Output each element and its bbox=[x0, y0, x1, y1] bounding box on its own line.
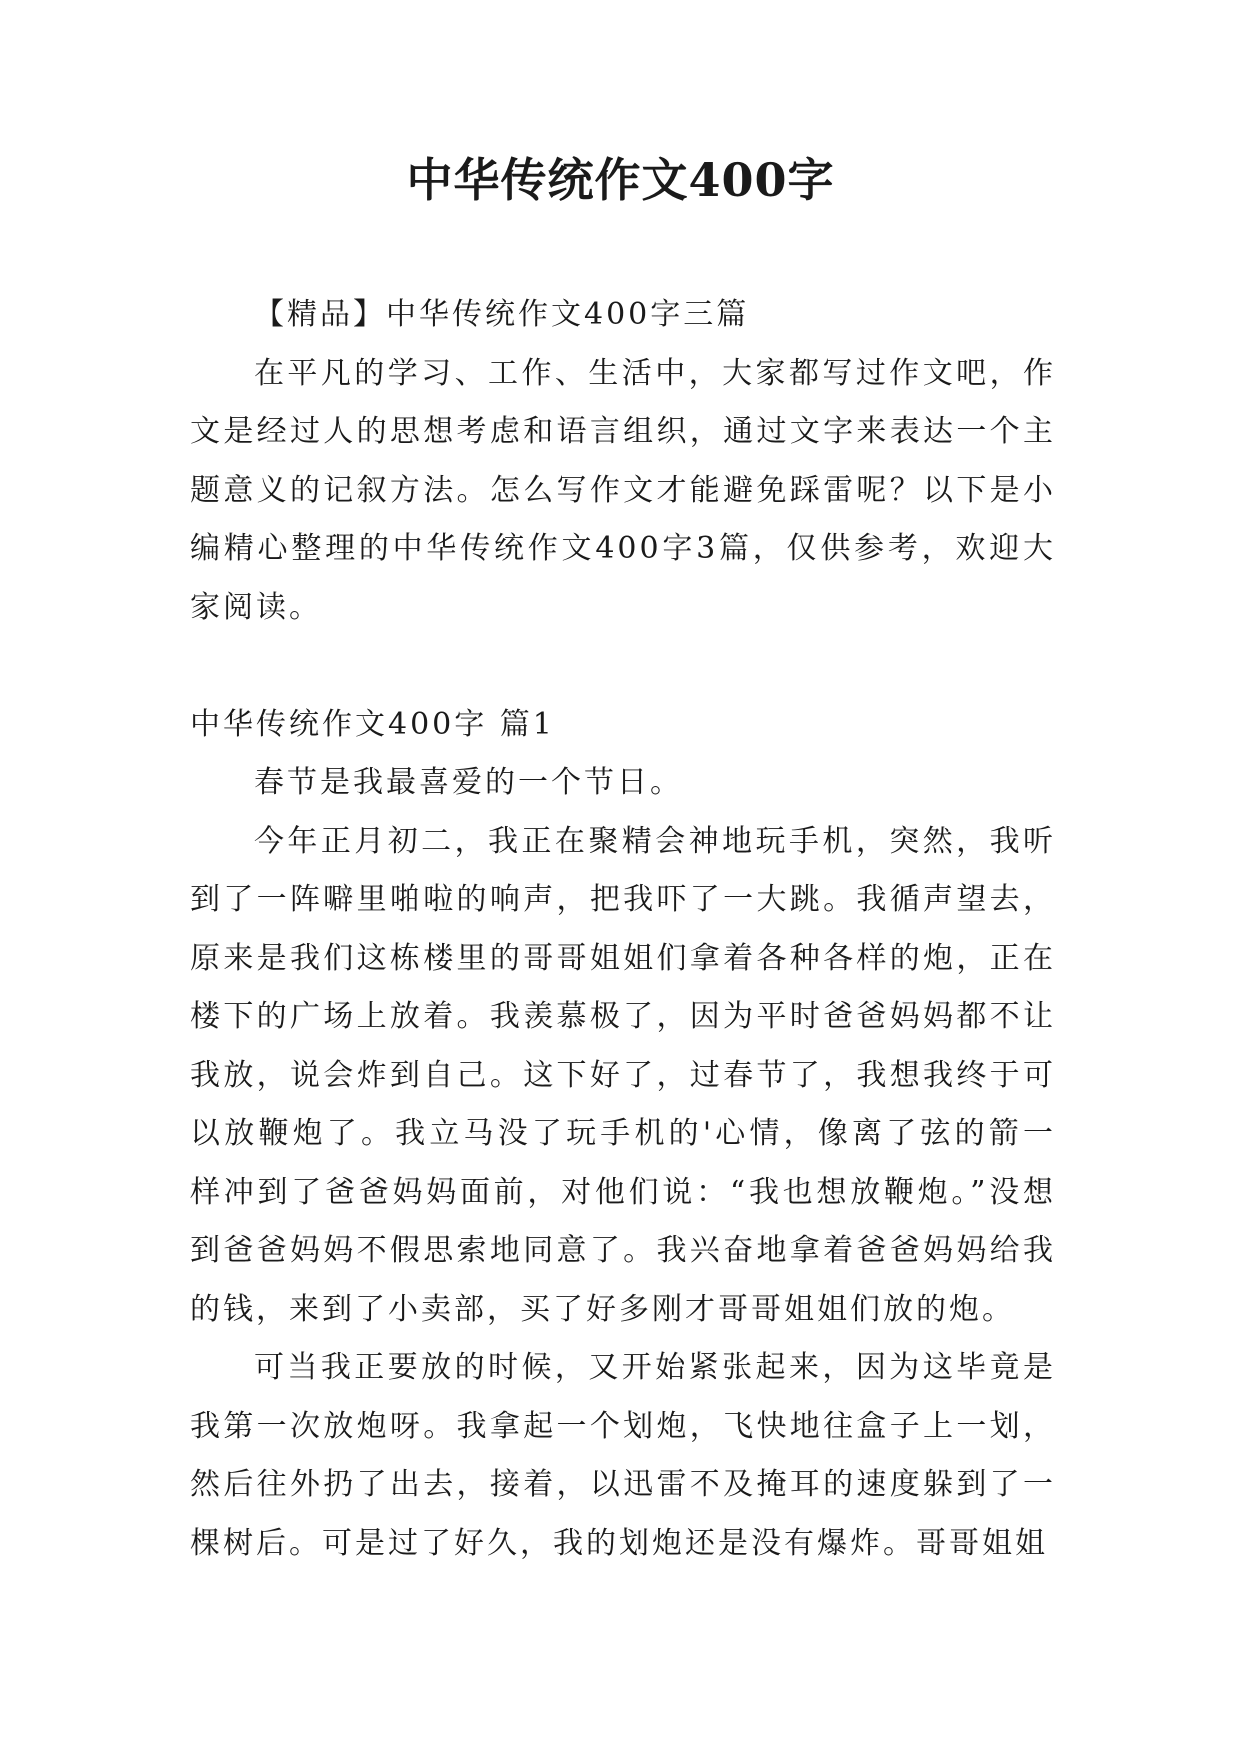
body-paragraph: 春节是我最喜爱的一个节日。 bbox=[254, 765, 683, 800]
document-subtitle: 【精品】中华传统作文400字三篇 bbox=[254, 297, 750, 332]
body-paragraph: 可当我正要放的时候，又开始紧张起来，因为这毕竟是我第一次放炮呀。我拿起一个划炮，飞快地往盒子上一划，然后往外扔了出去，接着，以迅雷不及掩耳的速度躲到了一棵树后。可是过了好久，我的划炮还是没有爆炸。哥哥姐姐 bbox=[190, 1350, 1056, 1561]
document-body bbox=[190, 286, 1056, 1573]
section-spacer bbox=[190, 637, 1056, 696]
document-title: 中华传统作文400字 bbox=[406, 153, 835, 207]
section-heading: 中华传统作文400字 篇1 bbox=[190, 706, 555, 742]
body-paragraph: 今年正月初二，我正在聚精会神地玩手机，突然，我听到了一阵噼里啪啦的响声，把我吓了一大跳。我循声望去，原来是我们这栋楼里的哥哥姐姐们拿着各种各样的炮，正在楼下的广场上放着。我羡慕极了，因为平时爸爸妈妈都不让我放，说会炸到自己。这下好了，过春节了，我想我终于可以放鞭炮了。我立马没了玩手机的'心情，像离了弦的箭一样冲到了爸爸妈妈面前，对他们说：“我也想放鞭炮。”没想到爸爸妈妈不假思索地同意了。我兴奋地拿着爸爸妈妈给我的钱，来到了小卖部，买了好多刚才哥哥姐姐们放的炮。 bbox=[190, 823, 1056, 1327]
intro-paragraph: 在平凡的学习、工作、生活中，大家都写过作文吧，作文是经过人的思想考虑和语言组织，通过文字来表达一个主题意义的记叙方法。怎么写作文才能避免踩雷呢？以下是小编精心整理的中华传统作文400字3篇，仅供参考，欢迎大家阅读。 bbox=[190, 355, 1056, 625]
